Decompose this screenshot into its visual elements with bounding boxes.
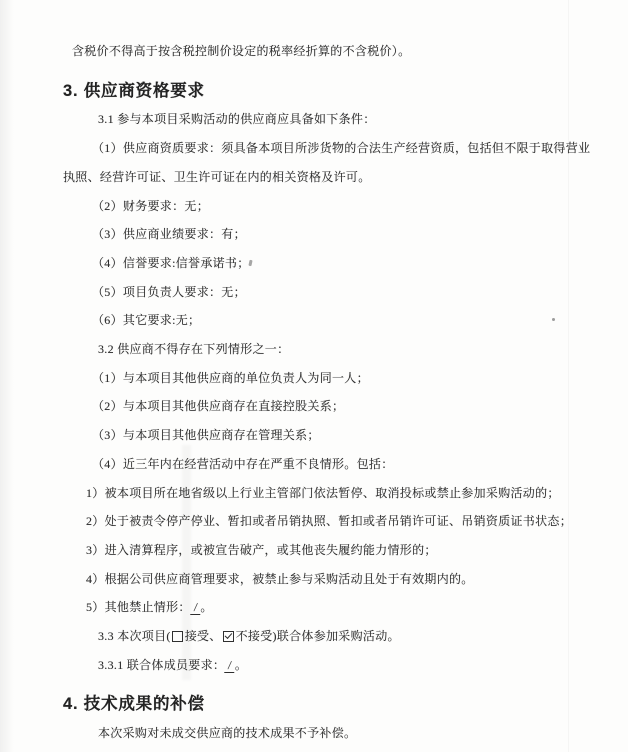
subitem-5-period: 。 (200, 600, 213, 615)
clause-3-2-subitem-4: 4）根据公司供应商管理要求，被禁止参与采购活动且处于有效期内的。 (86, 571, 474, 586)
clause-3-1-item-5: （5）项目负责人要求：无； (92, 284, 246, 299)
accept-label: 接受、 (184, 629, 222, 644)
clause-3-1-item-3: （3）供应商业绩要求：有； (92, 227, 246, 242)
clause-3-1-item-1-line-2: 执照、经营许可证、卫生许可证在内的相关资格及许可。 (63, 169, 371, 184)
clause-3-3-1-period: 。 (234, 657, 248, 672)
clause-3-3-joint-venture (63, 622, 584, 651)
clause-3-3-1-label: 3.3.1 联合体成员要求： (98, 657, 226, 672)
clause-3-1: 3.1 参与本项目采购活动的供应商应具备如下条件： (98, 112, 376, 127)
clause-3-1-item-1-line-1: （1）供应商资质要求：须具备本项目所涉货物的合法生产经营资质，包括但不限于取得营业 (92, 141, 591, 156)
clause-3-1-item-2: （2）财务要求：无； (92, 198, 210, 213)
document-body (63, 37, 591, 748)
clause-3-2-subitem-5 (63, 593, 584, 622)
clause-3-2-subitem-3: 3）进入清算程序，或被宣告破产，或其他丧失履约能力情形的； (86, 542, 437, 557)
checkbox-accept-unchecked-icon (172, 631, 183, 642)
not-accept-label: 不接受)联合体参加采购活动。 (235, 629, 400, 644)
clause-3-2-subitem-2: 2）处于被责令停产停业、暂扣或者吊销执照、暂扣或者吊销许可证、吊销资质证书状态； (86, 514, 573, 529)
clause-3-1-item-4: （4）信誉要求:信誉承诺书； (92, 255, 250, 270)
clause-3-3-1-members (63, 651, 584, 680)
clause-3-2-item-3: （3）与本项目其他供应商存在管理关系； (92, 428, 320, 443)
blank-slash-value: / (190, 600, 201, 615)
clause-3-1-item-6: （6）其它要求:无； (92, 313, 201, 328)
clause-3-3-prefix: 3.3 本次项目( (98, 629, 171, 644)
section-4-body: 本次采购对未成交供应商的技术成果不予补偿。 (98, 726, 357, 741)
continuation-paragraph: 含税价不得高于按含税控制价设定的税率经折算的不含税价）。 (72, 44, 411, 58)
clause-3-2-item-1: （1）与本项目其他供应商的单位负责人为同一人； (92, 370, 369, 385)
clause-3-2-item-2: （2）与本项目其他供应商存在直接控股关系； (92, 399, 345, 414)
checkbox-not-accept-checked-icon (223, 631, 234, 642)
section-4-heading: 4. 技术成果的补偿 (63, 695, 205, 714)
clause-3-2-item-4: （4）近三年内在经营活动中存在严重不良情形。包括： (92, 456, 394, 471)
subitem-5-label: 5）其他禁止情形： (86, 600, 191, 615)
clause-3-2-subitem-1: 1）被本项目所在地省级以上行业主管部门依法暂停、取消投标或禁止参加采购活动的； (86, 485, 560, 500)
blank-slash-value: / (224, 658, 235, 673)
section-3-heading: 3. 供应商资格要求 (63, 81, 205, 100)
clause-3-2: 3.2 供应商不得存在下列情形之一： (98, 342, 290, 357)
